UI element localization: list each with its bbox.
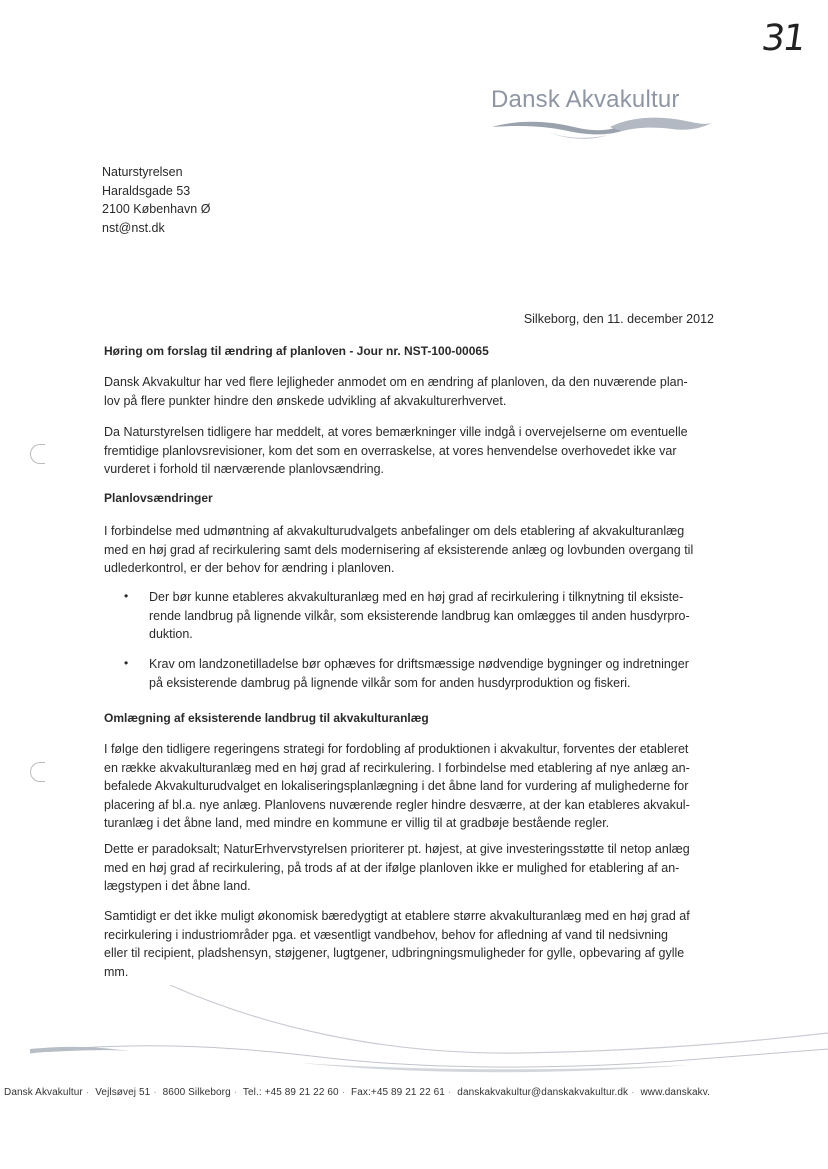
- section-heading-omlaegning: Omlægning af eksisterende landbrug til akvakulturanlæg: [104, 711, 429, 725]
- text-line: Samtidigt er det ikke muligt økonomisk bæredygtigt at etablere større akvakulturanlæg med en høj grad af: [104, 909, 690, 923]
- footer-website: www.danskakv.: [640, 1087, 710, 1098]
- paragraph-paradoksalt: [104, 840, 718, 896]
- text-line: I følge den tidligere regeringens strategi for fordobling af produktionen i akvakultur, forventes der etableret: [104, 742, 689, 756]
- text-line: Dette er paradoksalt; NaturErhvervstyrelsen prioriterer pt. højest, at give investeringsstøtte til netop anlæg: [104, 842, 690, 856]
- footer-address: Vejlsøvej 51: [95, 1087, 151, 1098]
- paragraph-naturstyrelsen: [104, 423, 718, 479]
- text-line: lægstypen i det åbne land.: [104, 879, 251, 893]
- recipient-name: Naturstyrelsen: [102, 165, 183, 179]
- paragraph-intro: [104, 373, 718, 410]
- footer-fax: Fax:+45 89 21 22 61: [351, 1087, 445, 1098]
- footer-phone: Tel.: +45 89 21 22 60: [242, 1087, 339, 1098]
- text-line: Dansk Akvakultur har ved flere lejligheder anmodet om en ændring af planloven, da den nuværende plan-: [104, 375, 688, 389]
- logo-text: Dansk Akvakultur: [491, 86, 680, 113]
- text-line: vurderet i forhold til nærværende planlovsændring.: [104, 462, 385, 476]
- bullet-marker: •: [124, 589, 129, 603]
- footer-org: Dansk Akvakultur: [4, 1087, 83, 1098]
- text-line: placering af bl.a. nye anlæg. Planlovens nuværende regler hindre desværre, at der kan etableres akvakul-: [104, 797, 690, 812]
- footer-wave-graphic: [0, 985, 828, 1080]
- text-line: mm.: [104, 964, 129, 979]
- text-line: eller til recipient, pladshensyn, støjgener, lugtgener, udbringningsmuligheder for gylle, opbevaring af gylle: [104, 946, 685, 960]
- paragraph-strategi: [104, 740, 718, 833]
- text-line: befalede Akvakulturudvalget en lokaliseringsplanlægning i det åbne land for vurdering af mulighederne for: [104, 779, 689, 793]
- text-line: I forbindelse med udmøntning af akvakulturudvalgets anbefalinger om dels etablering af akvakulturanlæg: [104, 524, 685, 538]
- footer-city: 8600 Silkeborg: [162, 1087, 231, 1098]
- text-line: duktion.: [149, 627, 193, 641]
- recipient-city: 2100 København Ø: [102, 202, 211, 216]
- text-line: med en høj grad af recirkulering samt dels modernisering af eksisterende anlæg og lovbunden overgang til: [104, 542, 694, 557]
- bullet-item: [149, 655, 721, 692]
- text-line: en række akvakulturanlæg med en høj grad af recirkulering. I forbindelse med etablering af nye anlæg an-: [104, 760, 690, 775]
- page-number: 31: [759, 18, 807, 59]
- paragraph-samtidigt: [104, 907, 718, 981]
- punch-hole-mark: [30, 762, 45, 782]
- recipient-street: Haraldsgade 53: [102, 183, 191, 198]
- footer-contact-line: Dansk Akvakultur · Vejlsøvej 51 · 8600 Silkeborg · Tel.: +45 89 21 22 60 · Fax:+45 89 21 22 61 · danskakvakultur@danskakvakultur.dk · www.danskakv.: [4, 1087, 710, 1098]
- text-line: Der bør kunne etableres akvakulturanlæg med en høj grad af recirkulering i tilknytning til eksiste-: [149, 590, 684, 604]
- letter-date: Silkeborg, den 11. december 2012: [523, 312, 714, 326]
- recipient-address: [102, 163, 210, 237]
- text-line: fremtidige planlovsrevisioner, kom det som en overraskelse, at vores henvendelse overhovedet ikke var: [104, 443, 677, 458]
- text-line: turanlæg i det åbne land, med mindre en kommune er villig til at gradbøje bestående regler.: [104, 816, 610, 830]
- text-line: Krav om landzonetilladelse bør ophæves for driftsmæssige nødvendige bygninger og indretninger: [149, 657, 689, 671]
- paragraph-forbindelse: [104, 522, 718, 578]
- text-line: Da Naturstyrelsen tidligere har meddelt, at vores bemærkninger ville indgå i overvejelserne om eventuelle: [104, 425, 688, 439]
- logo-wave-graphic: [490, 113, 714, 141]
- recipient-email: nst@nst.dk: [102, 220, 165, 235]
- letter-subject: Høring om forslag til ændring af planloven - Jour nr. NST-100-00065: [104, 344, 489, 358]
- text-line: rende landbrug på lignende vilkår, som eksisterende landbrug kan omlægges til anden husdyrpro-: [149, 608, 690, 623]
- bullet-item: [149, 588, 721, 644]
- punch-hole-mark: [30, 444, 45, 464]
- text-line: med en høj grad af recirkulering, på trods af at der ifølge planloven ikke er mulighed for etablering af an-: [104, 860, 680, 875]
- text-line: recirkulering i industriområder pga. et væsentligt vandbehov, behov for afledning af vand til nedsivning: [104, 927, 668, 942]
- footer-email: danskakvakultur@danskakvakultur.dk: [457, 1087, 629, 1098]
- section-heading-planlovsaendringer: Planlovsændringer: [104, 491, 213, 505]
- text-line: lov på flere punkter hindre den ønskede udvikling af akvakulturerhvervet.: [104, 393, 507, 408]
- text-line: på eksisterende dambrug på lignende vilkår som for anden husdyrproduktion og fiskeri.: [149, 675, 631, 690]
- text-line: udlederkontrol, er der behov for ændring i planloven.: [104, 561, 395, 575]
- bullet-marker: •: [124, 656, 129, 670]
